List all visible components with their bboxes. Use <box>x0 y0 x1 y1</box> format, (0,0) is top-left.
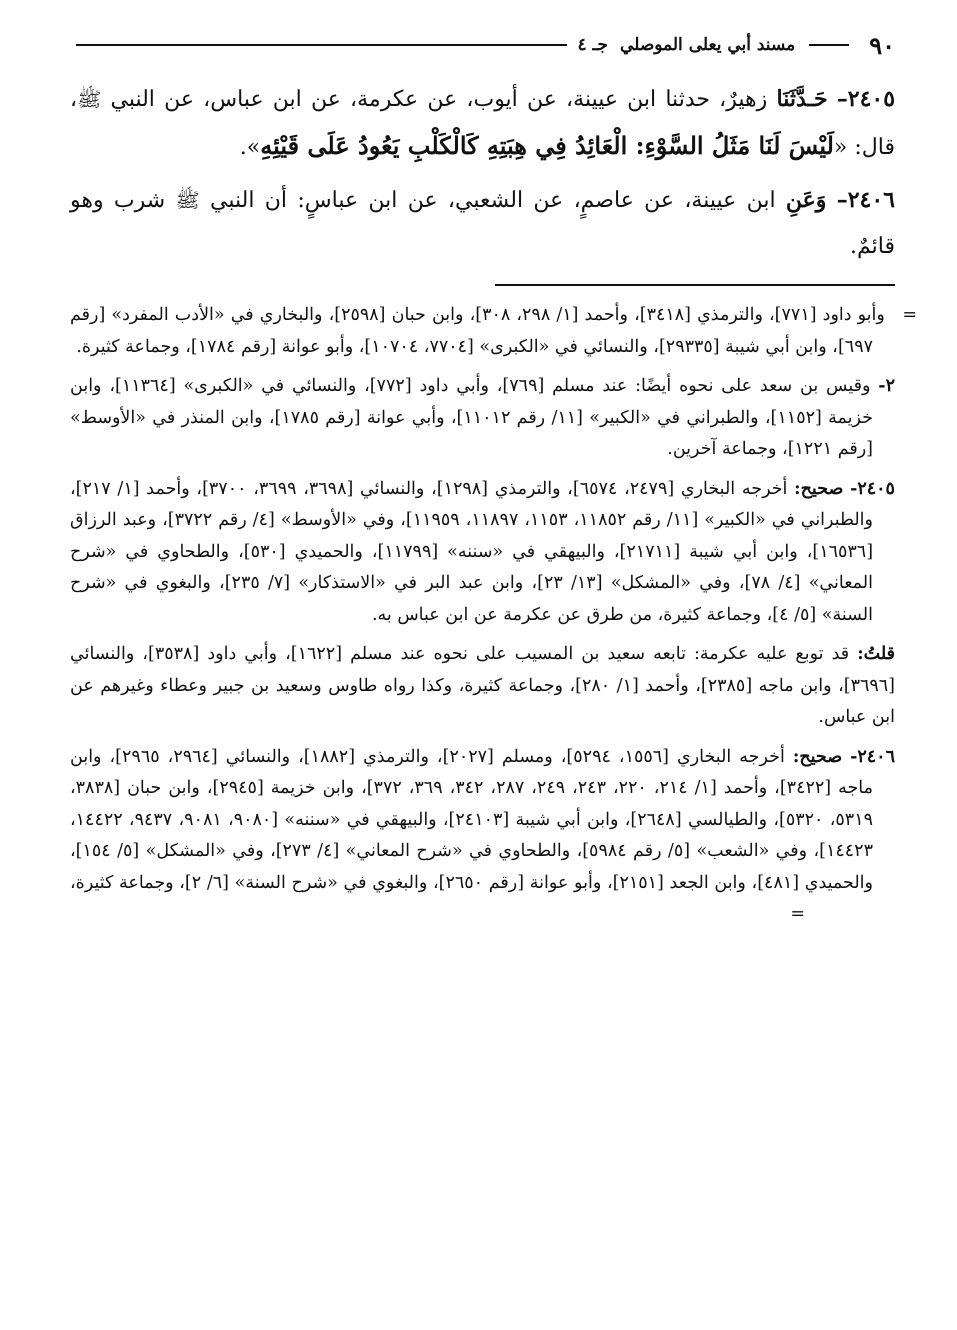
footnote-number: ٢٤٠٦- <box>850 746 895 767</box>
footnote-separator <box>495 284 895 286</box>
footnote-text: أخرجه البخاري [٢٤٧٩، ٦٥٧٤]، والترمذي [١٢٩٨]، والنسائي [٣٦٩٨، ٣٦٩٩، ٣٧٠٠]، وأحمد [١/ ٢١٧]، والطبراني في «الكبير» [١١/ رقم ١١٨٥٢، ١١٥٣، ١١٨٩٧، ١١٩٥٩]، وفي «الأوسط» [٤/ رقم ٣٧٢٢]، وعبد الرزاق [١٦٥٣٦]، وابن أبي شيبة [٢١٧١١]، والبيهقي في «سننه» [١١٧٩٩]، والحميدي [٥٣٠]، والطحاوي في «شرح المعاني» [٤/ ٧٨]، وفي «المشكل» [١٣/ ٢٣]، وابن عبد البر في «الاستذكار» [٧/ ٢٣٥]، والبغوي في «شرح السنة» [٥/ ٤]، وجماعة كثيرة، من طرق عن عكرمة عن ابن عباس به. <box>70 478 874 625</box>
footnote-number: ٢٤٠٥- <box>850 478 895 499</box>
hadith-number: ٢٤٠٥ <box>847 86 896 112</box>
main-text <box>70 76 895 270</box>
footnote-grade: صحيح: <box>794 478 844 499</box>
footnotes <box>70 300 917 931</box>
salla-glyph: ﷺ <box>175 188 200 212</box>
footnote-2 <box>70 371 895 466</box>
footnote-number: ٢- <box>878 376 895 396</box>
hadith-qal: ، قال: « <box>70 87 895 160</box>
hadith-2406 <box>70 177 895 270</box>
footnote-grade: صحيح: <box>792 746 843 767</box>
hadith-matn: شرب وهو قائمٌ. <box>70 188 895 259</box>
footnote-continuation <box>70 300 917 363</box>
book-page <box>70 26 917 1310</box>
hadith-isnad: زهيرٌ، حدثنا ابن عيينة، عن أيوب، عن عكرمة، عن ابن عباس، عن النبي <box>110 87 768 112</box>
salla-glyph: ﷺ <box>77 87 102 111</box>
hadith-opening: حَـدَّثَنَا <box>776 86 828 112</box>
hadith-number: ٢٤٠٦ <box>847 187 895 213</box>
footnote-text: قد توبع عليه عكرمة: تابعه سعيد بن المسيب على نحوه عند مسلم [١٦٢٢]، وأبي داود [٣٥٣٨]، والنسائي [٣٦٩٦]، وابن ماجه [٢٣٨٥]، وأحمد [١/ ٢٨٠]، وجماعة كثيرة، وكذا رواه طاوس وسعيد بن جبير وعطاء وغيرهم عن ابن عباس. <box>70 644 895 727</box>
hadith-opening: وَعَنِ <box>785 187 827 213</box>
hadith-close: ». <box>239 135 261 160</box>
qultu-label: قلتُ: <box>857 644 895 664</box>
running-header <box>70 26 895 64</box>
footnote-2405 <box>70 474 895 632</box>
continuation-mark: = <box>902 305 917 325</box>
page-number: ٩٠ <box>869 30 895 60</box>
footnote-text: أخرجه البخاري [١٥٥٦، ٥٢٩٤]، ومسلم [٢٠٢٧]، والترمذي [١٨٨٢]، والنسائي [٢٩٦٤، ٢٩٦٥]، وابن ماجه [٣٤٢٢]، وأحمد [١/ ٢١٤، ٢٢٠، ٢٤٣، ٢٤٩، ٢٨٧، ٣٤٢، ٣٦٩، ٣٧٢]، وابن خزيمة [٢٩٤٥]، وابن حبان [٣٨٣٨، ٥٣١٩، ٥٣٢٠]، والطيالسي [٢٦٤٨]، وابن أبي شيبة [٢٤١٠٣]، والبيهقي في «سننه» [٩٠٨٠، ٩٠٨١، ٩٤٣٧، ١٤٤٢٢، ١٤٤٢٣]، وفي «الشعب» [٥/ رقم ٥٩٨٤]، والطحاوي في «شرح المعاني» [٤/ ٢٧٣]، وفي «المشكل» [٥/ ١٥٤]، والحميدي [٤٨١]، وابن الجعد [٢١٥١]، وأبو عوانة [رقم ٢٦٥٠]، والبغوي في «شرح السنة» [٦/ ٢]، وجماعة كثيرة، <box>70 746 874 893</box>
footnote-2406: ٢٤٠٦- صحيح: أخرجه البخاري [١٥٥٦، ٥٢٩٤]، ومسلم [٢٠٢٧]، والترمذي [١٨٨٢]، والنسائي [٢٩٦٤، ٢٩٦٥]، وابن ماجه [٣٤٢٢]، وأحمد [١/ ٢١٤، ٢٢٠، ٢٤٣، ٢٤٩، ٢٨٧، ٣٤٢، ٣٦٩، ٣٧٢]، وابن خزيمة [٢٩٤٥]، وابن حبان [٣٨٣٨، ٥٣١٩، ٥٣٢٠]، والطيالسي [٢٦٤٨]، وابن أبي شيبة [٢٤١٠٣]، والبيهقي في «سننه» [٩٠٨٠، ٩٠٨١، ٩٤٣٧، ١٤٤٢٢، ١٤٤٢٣]، وفي «الشعب» [٥/ رقم ٥٩٨٤]، والطحاوي في «شرح المعاني» [٤/ ٢٧٣]، وفي «المشكل» [٥/ ١٥٤]، والحميدي [٤٨١]، وابن الجعد [٢١٥١]، وأبو عوانة [رقم ٢٦٥٠]، والبغوي في «شرح السنة» [٦/ ٢]، وجماعة كثيرة، = <box>70 746 895 924</box>
hadith-matn: لَيْسَ لَنَا مَثَلُ السَّوْءِ: الْعَائِدُ فِي هِبَتِهِ كَالْكَلْبِ يَعُودُ عَلَى قَيْئِهِ <box>260 131 834 160</box>
footnote-qultu <box>70 639 895 734</box>
hadith-dash: – <box>836 86 848 112</box>
header-rule-left <box>76 44 567 46</box>
hadith-2405 <box>70 76 895 171</box>
header-volume: جـ ٤ <box>577 35 609 55</box>
hadith-dash: – <box>836 187 848 213</box>
footnote-text: وأبو داود [٧٧١]، والترمذي [٣٤١٨]، وأحمد [١/ ٢٩٨، ٣٠٨]، وابن حبان [٢٥٩٨]، والبخاري في «الأدب المفرد» [رقم ٦٩٧]، وابن أبي شيبة [٢٩٣٣٥]، والنسائي في «الكبرى» [٧٧٠٤، ١٠٧٠٤]، وأبو عوانة [رقم ١٧٨٤]، وجماعة كثيرة. <box>70 305 885 357</box>
header-title: مسند أبي يعلى الموصلي <box>620 35 796 55</box>
hadith-isnad: ابن عيينة، عن عاصمٍ، عن الشعبي، عن ابن عباسٍ: أن النبي <box>210 188 776 213</box>
footnote-text: وقيس بن سعد على نحوه أيضًا: عند مسلم [٧٦٩]، وأبي داود [٧٧٢]، والنسائي في «الكبرى» [١١٣٦٤]، وابن خزيمة [١١٥٢]، والطبراني في «الكبير» [١١/ رقم ١١٠١٢]، وأبي عوانة [رقم ١٧٨٥]، وابن المنذر في «الأوسط» [رقم ١٢٢١]، وجماعة آخرين. <box>70 376 873 459</box>
header-rule-right <box>809 44 849 46</box>
